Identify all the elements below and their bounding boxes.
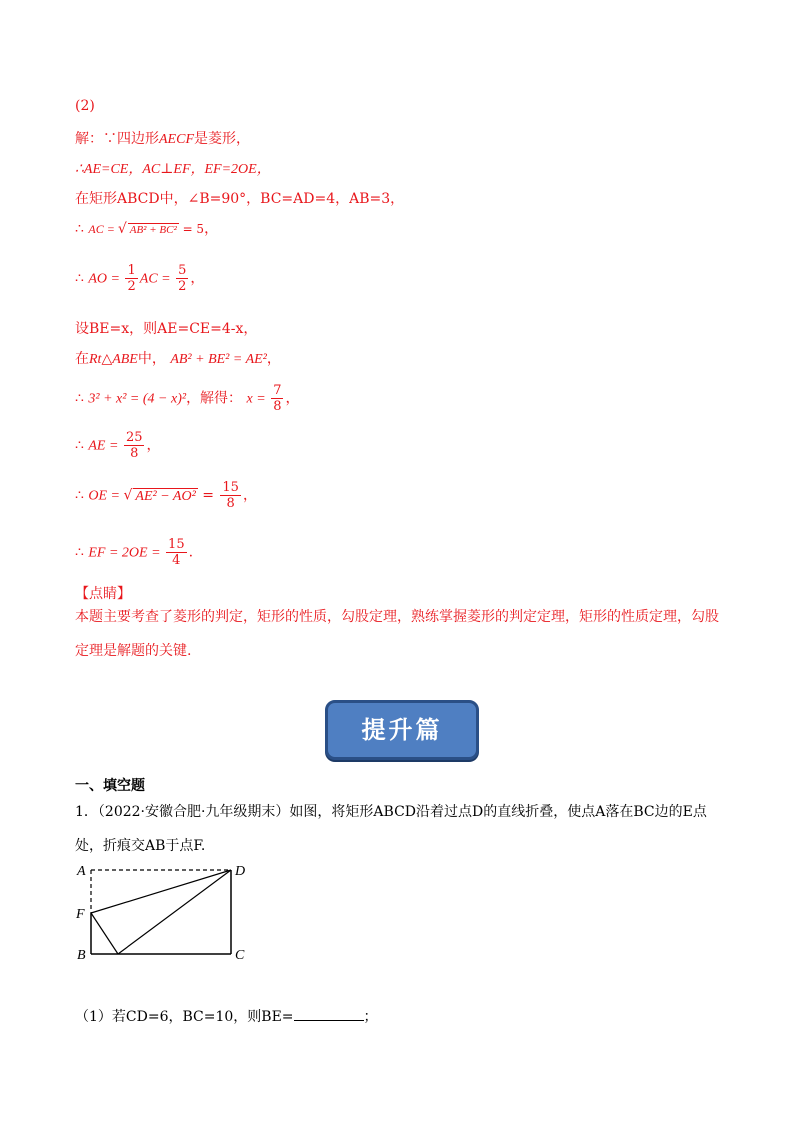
solution-line-8: ∴ 3² + x² = (4 − x)²，解得： x = $\frac{7}{8}$ ，: [75, 383, 300, 414]
sqrt-symbol: √: [117, 221, 127, 237]
section-title: 一、填空题: [75, 778, 145, 794]
part-label: (2): [75, 98, 95, 114]
edge-FE: [91, 913, 118, 954]
fraction: $\frac{5}{2}$: [178, 263, 187, 294]
label-C: C: [235, 948, 245, 963]
solution-line-11: ∴ EF = 2OE = $\frac{15}{4}$ .: [75, 537, 194, 568]
solution-line-10: ∴ OE = √ AE² − AO² = $\frac{15}{8}$ ，: [75, 480, 257, 511]
label-B: B: [77, 948, 86, 963]
fraction: $\frac{1}{2}$: [127, 263, 136, 294]
solution-line-9: ∴ AE = $\frac{25}{8}$ ，: [75, 430, 161, 461]
label-D: D: [235, 864, 246, 879]
rectangle-fold-figure: [70, 855, 260, 970]
solution-line-5: ∴ AO = $\frac{1}{2}$ AC = $\frac{5}{2}$ ，: [75, 263, 205, 294]
comment-heading: 【点睛】: [75, 586, 131, 602]
fraction: $\frac{15}{4}$: [168, 537, 185, 568]
edge-FD: [91, 870, 231, 913]
section-banner: [325, 700, 479, 760]
solution-line-6: 设BE=x，则AE=CE=4-x，: [75, 321, 258, 337]
solution-line-3: 在矩形ABCD中，∠B=90°，BC=AD=4，AB=3，: [75, 191, 405, 207]
answer-blank[interactable]: [294, 1020, 364, 1021]
fraction: $\frac{7}{8}$: [273, 383, 282, 414]
label-A: A: [77, 864, 86, 879]
fraction: $\frac{15}{8}$: [222, 480, 239, 511]
solution-line-2: ∴AE=CE，AC⊥EF，EF=2OE，: [75, 162, 271, 177]
sqrt-symbol: √: [123, 487, 133, 504]
problem-text: 1．（2022·安徽合肥·九年级期末）如图，将矩形ABCD沿着过点D的直线折叠，使点A落在BC边的E点处，折痕交AB于点F.: [75, 804, 707, 854]
problem-part-1: （1）若CD=6，BC=10，则BE= ；: [75, 1009, 378, 1025]
banner-text: 提升篇: [361, 716, 443, 744]
solution-line-1: 解：∵四边形AECF是菱形，: [75, 131, 250, 147]
solution-line-4: ∴ AC = √ AB² + BC² = 5，: [75, 221, 219, 237]
label-F: F: [76, 907, 85, 922]
fraction: $\frac{25}{8}$: [125, 430, 143, 461]
edge-ED: [118, 870, 231, 954]
comment-text: 本题主要考查了菱形的判定，矩形的性质，勾股定理，熟练掌握菱形的判定定理，矩形的性质定理，勾股定理是解题的关键.: [75, 609, 719, 659]
solution-line-7: 在Rt△ABE中， AB² + BE² = AE²，: [75, 351, 281, 367]
